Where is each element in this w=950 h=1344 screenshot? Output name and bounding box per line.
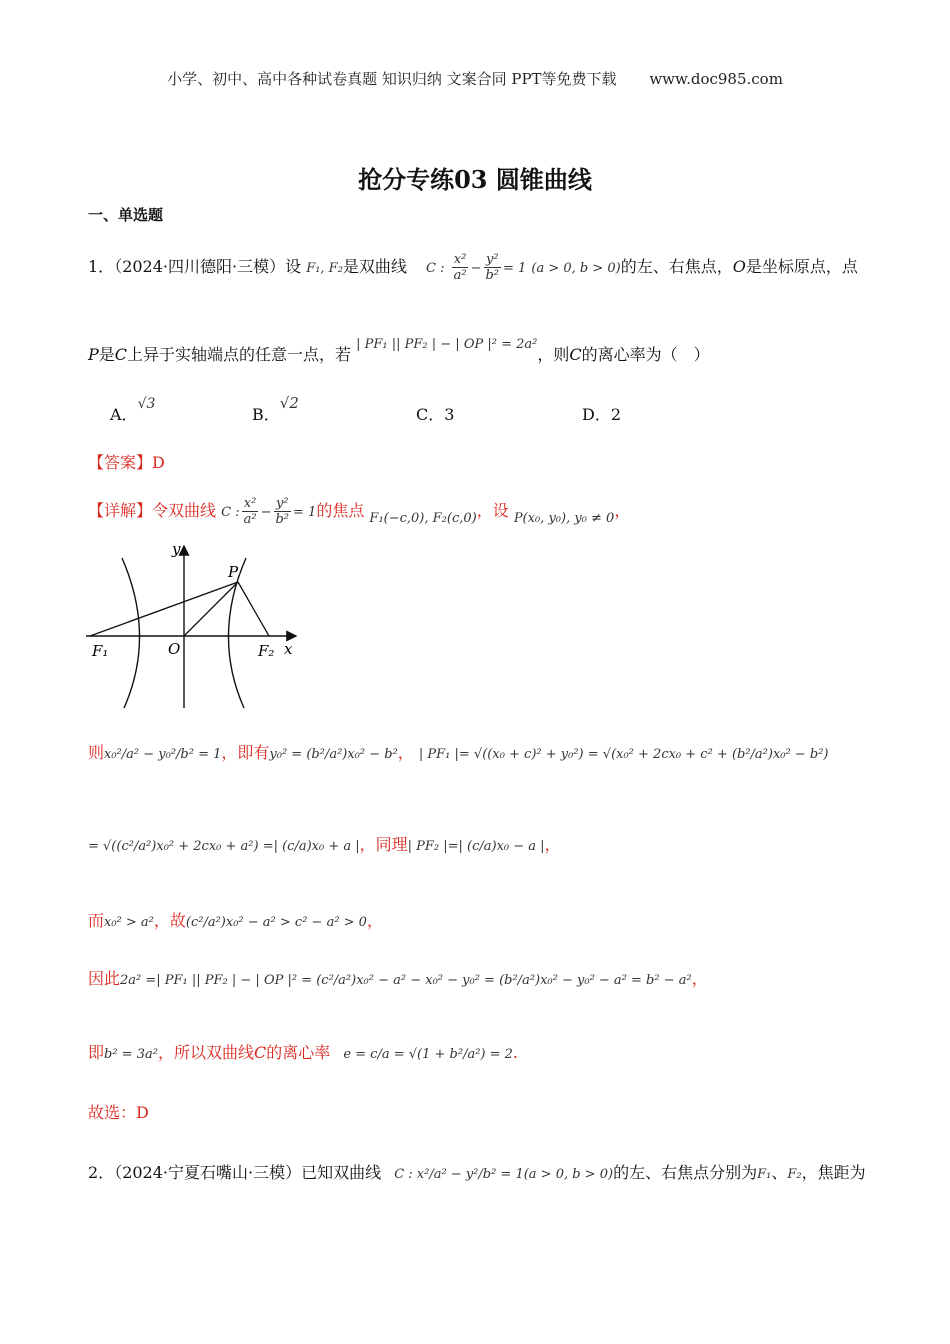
q1-P: P: [88, 345, 99, 364]
answer-text: 【答案】D: [88, 453, 165, 472]
q1-O: O: [732, 257, 746, 276]
q1-t3: 是坐标原点，点: [745, 257, 858, 276]
derivation-3: 而x₀² > a²，故(c²/a²)x₀² − a² > c² − a² > 0，: [88, 911, 383, 930]
label-f1: F₁: [92, 642, 109, 660]
choice-a[interactable]: A．√3: [110, 396, 156, 424]
q1-line1: 1．（2024·四川德阳·三模）设 F₁, F₂是双曲线 C : $\frac{\text{x²}}{\text{a²}}$ − $\frac{\text{y²}}{\text{b²}}$ = 1 (a > 0, b > 0)的左、右焦点，O是坐标原点，点: [88, 252, 858, 283]
q2-line1: 2．（2024·宁夏石嘴山·三模）已知双曲线 C : x²/a² − y²/b² = 1(a > 0, b > 0)的左、右焦点分别为F₁、F₂，焦距为: [88, 1163, 866, 1182]
q1-curve-label: C :: [426, 261, 445, 276]
choice-d[interactable]: D．2: [582, 405, 622, 424]
derivation-2: = √((c²/a²)x₀² + 2cx₀ + a²) =| (c/a)x₀ + a |，同理| PF₂ |=| (c/a)x₀ − a |，: [88, 835, 561, 854]
hyperbola-figure: [86, 540, 306, 710]
label-o: O: [168, 640, 181, 658]
segment-pf2: [238, 582, 269, 636]
header-site[interactable]: www.doc985.com: [649, 70, 783, 88]
q1-t1: 是双曲线: [342, 257, 407, 276]
page-title: 抢分专练03 圆锥曲线: [358, 165, 592, 194]
q2-source: （2024·宁夏石嘴山·三模）已知双曲线: [114, 1163, 382, 1182]
q1-source: （2024·四川德阳·三模）设: [114, 257, 302, 276]
label-f2: F₂: [258, 642, 275, 660]
header-text: 小学、初中、高中各种试卷真题 知识归纳 文案合同 PPT等免费下载: [167, 70, 617, 88]
q1-foci: F₁, F₂: [306, 261, 343, 276]
label-y: y: [172, 540, 181, 558]
page-header: [0, 68, 950, 89]
detail-line: 【详解】令双曲线 C : $\frac{\text{x²}}{\text{a²}}$ − $\frac{\text{y²}}{\text{b²}}$ = 1的焦点 $_{F_1(-c,0), F_2(c,0)}$，设 $_{P(x_0, y_0), y_0 \ne 0}$，: [88, 496, 631, 527]
q1-t2: 的左、右焦点，: [620, 257, 733, 276]
derivation-1: 则x₀²/a² − y₀²/b² = 1，即有y₀² = (b²/a²)x₀² − b²， | PF₁ |= √((x₀ + c)² + y₀²) = √(x₀² + 2cx₀ + c² + (b²/a²)x₀² − b²): [88, 743, 829, 762]
segment-op: [184, 582, 238, 636]
derivation-4: 因此2a² =| PF₁ || PF₂ | − | OP |² = (c²/a²)x₀² − a² − x₀² − y₀² = (b²/a²)x₀² − y₀² − a² = b² − a²，: [88, 969, 708, 988]
detail-label: 【详解】: [88, 501, 153, 520]
q1-frac-y: $\frac{\text{y²}}{\text{b²}}$: [485, 252, 500, 283]
label-p: P: [228, 563, 239, 581]
derivation-5: 即b² = 3a²，所以双曲线C的离心率 e = c/a = √(1 + b²/a²) = 2.: [88, 1043, 518, 1062]
section-heading: 一、单选题: [88, 206, 164, 224]
q1-cond: (a > 0, b > 0): [531, 261, 621, 276]
choice-c[interactable]: C．3: [416, 405, 455, 424]
q1-line2: P是C上异于实轴端点的任意一点，若 $^{| PF_1 || PF_2 | - | OP |^2 = 2a^2}$，则C的离心率为（ ）: [88, 337, 710, 364]
choice-b[interactable]: B．√2: [252, 394, 299, 424]
segment-pf1: [90, 582, 238, 636]
q2-eq: C : x²/a² − y²/b² = 1(a > 0, b > 0): [394, 1167, 614, 1182]
q2-num: 2．: [88, 1163, 115, 1182]
hyperbola-left-branch: [122, 558, 140, 708]
q1-num: 1．: [88, 257, 115, 276]
final-choice: 故选：D: [88, 1103, 149, 1122]
q1-condition-eq: | PF₁ || PF₂ | − | OP |² = 2a²: [356, 337, 538, 352]
q1-frac-x: $\frac{\text{x²}}{\text{a²}}$: [453, 252, 467, 283]
label-x: x: [284, 640, 293, 658]
